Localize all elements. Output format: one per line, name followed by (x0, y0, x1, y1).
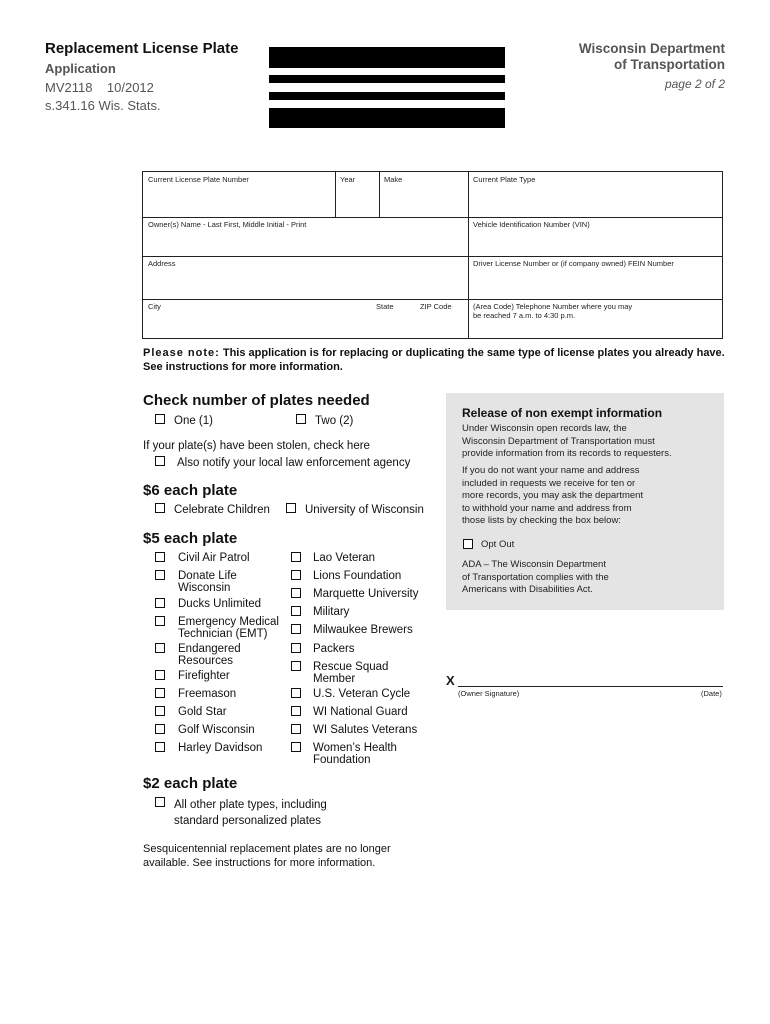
all-other-plates-label (174, 797, 327, 829)
plate-option-checkbox[interactable] (155, 598, 165, 608)
celebrate-children-checkbox[interactable] (155, 503, 165, 513)
plate-option-label: WI Salutes Veterans (313, 724, 418, 736)
plate-option-checkbox[interactable] (155, 688, 165, 698)
release-line: those lists by checking the box below: (462, 515, 621, 526)
opt-out-label: Opt Out (481, 539, 515, 550)
plate-option-checkbox[interactable] (291, 742, 301, 752)
plate-option-label: U.S. Veteran Cycle (313, 688, 411, 700)
form-number: MV2118 10/2012 (45, 80, 154, 95)
plate-option-label: Ducks Unlimited (178, 598, 262, 610)
signature-line[interactable] (458, 686, 723, 687)
two-dollar-heading: $2 each plate (143, 775, 238, 792)
statute-reference: s.341.16 Wis. Stats. (45, 98, 161, 113)
current-plate-type-label: Current Plate Type (473, 175, 536, 184)
driver-license-field[interactable] (468, 256, 722, 299)
release-line: Under Wisconsin open records law, the (462, 423, 627, 434)
city-label: City (148, 302, 161, 311)
plate-option-checkbox[interactable] (291, 588, 301, 598)
plate-option-label: Milwaukee Brewers (313, 624, 413, 636)
release-title: Release of non exempt information (462, 406, 663, 420)
two-plates-label: Two (2) (315, 415, 354, 427)
note-lead: Please note: (143, 347, 220, 359)
year-field[interactable] (335, 172, 379, 217)
barcode-bar (269, 47, 505, 68)
barcode-bar (269, 108, 505, 128)
current-plate-number-label: Current License Plate Number (148, 175, 249, 184)
sesquicentennial-line-2: available. See instructions for more information. (143, 857, 376, 869)
plate-option-checkbox[interactable] (291, 724, 301, 734)
plate-option-checkbox[interactable] (291, 688, 301, 698)
plate-option-label (178, 570, 237, 594)
note-text: This application is for replacing or duplicating the same type of license plates you already have. See instructions for more information. (143, 347, 725, 373)
plate-option-label: Gold Star (178, 706, 227, 718)
plate-option-line: Emergency Medical (178, 616, 279, 628)
plate-option-line: Donate Life (178, 570, 237, 582)
plate-option-checkbox[interactable] (291, 606, 301, 616)
stolen-plates-text: If your plate(s) have been stolen, check here (143, 440, 370, 452)
plate-option-checkbox[interactable] (155, 706, 165, 716)
form-subtitle: Application (45, 61, 116, 76)
release-info-panel (446, 393, 724, 610)
current-plate-number-field[interactable] (143, 172, 335, 217)
form-title: Replacement License Plate (45, 40, 239, 57)
plate-option-checkbox[interactable] (155, 742, 165, 752)
plate-option-label: Harley Davidson (178, 742, 263, 754)
plate-option-label: WI National Guard (313, 706, 408, 718)
sesquicentennial-line-1: Sesquicentennial replacement plates are no longer (143, 843, 391, 855)
ada-line: ADA – The Wisconsin Department (462, 559, 606, 570)
plate-option-label: Firefighter (178, 670, 230, 682)
release-line: to withhold your name and address from (462, 502, 632, 514)
address-field[interactable] (143, 256, 468, 299)
one-plate-checkbox[interactable] (155, 414, 165, 424)
make-label: Make (384, 175, 403, 184)
current-plate-type-field[interactable] (468, 172, 722, 217)
city-field[interactable] (143, 299, 363, 338)
ada-line: of Transportation complies with the (462, 571, 609, 583)
all-other-plates-line-2: standard personalized plates (174, 815, 322, 827)
six-dollar-heading: $6 each plate (143, 482, 238, 499)
state-label: State (376, 302, 394, 311)
plate-option-label (313, 742, 397, 766)
driver-license-label: Driver License Number or (if company owned) FEIN Number (473, 259, 674, 268)
department-name (579, 41, 725, 73)
year-label: Year (340, 175, 356, 184)
plate-option-line: Technician (EMT) (178, 628, 268, 640)
all-other-plates-checkbox[interactable] (155, 797, 165, 807)
owner-name-label: Owner(s) Name - Last First, Middle Initial - Print (148, 220, 307, 229)
sesquicentennial-note (143, 842, 391, 870)
all-other-plates-line-1: All other plate types, including (174, 799, 327, 811)
owner-name-field[interactable] (143, 217, 468, 256)
plate-option-checkbox[interactable] (155, 552, 165, 562)
plate-option-label: Golf Wisconsin (178, 724, 255, 736)
address-label: Address (148, 259, 176, 268)
two-plates-checkbox[interactable] (296, 414, 306, 424)
plate-option-checkbox[interactable] (291, 624, 301, 634)
date-label: (Date) (701, 689, 722, 698)
department-line-1: Wisconsin Department (578, 41, 725, 56)
one-plate-label: One (1) (174, 415, 213, 427)
plate-option-line: Resources (178, 655, 233, 667)
release-line: Wisconsin Department of Transportation must (462, 435, 655, 447)
release-paragraph-2 (462, 465, 712, 528)
plate-option-checkbox[interactable] (291, 706, 301, 716)
zip-field[interactable] (415, 299, 468, 338)
plate-option-label (313, 661, 388, 685)
plate-option-line: Member (313, 673, 356, 685)
plates-needed-heading: Check number of plates needed (143, 392, 370, 409)
opt-out-checkbox[interactable] (463, 539, 473, 549)
ada-line: Americans with Disabilities Act. (462, 584, 593, 595)
plate-option-checkbox[interactable] (291, 643, 301, 653)
phone-label-line-2: be reached 7 a.m. to 4:30 p.m. (473, 311, 576, 320)
plate-option-checkbox[interactable] (291, 570, 301, 580)
plate-option-label (178, 643, 241, 667)
release-line: more records, you may ask the department (462, 490, 644, 501)
barcode-bar (269, 75, 505, 83)
university-of-wisconsin-label: University of Wisconsin (305, 504, 424, 516)
state-field[interactable] (371, 299, 416, 338)
plate-option-line: Women’s Health (313, 742, 397, 754)
plate-option-label: Civil Air Patrol (178, 552, 250, 564)
vin-label: Vehicle Identification Number (VIN) (473, 220, 590, 229)
release-line: provide information from its records to requesters. (462, 448, 672, 459)
plate-option-checkbox[interactable] (155, 616, 165, 626)
make-field[interactable] (379, 172, 468, 217)
stolen-notify-checkbox[interactable] (155, 456, 165, 466)
five-dollar-heading: $5 each plate (143, 530, 238, 547)
plate-option-label: Packers (313, 643, 355, 655)
vin-field[interactable] (468, 217, 722, 256)
plate-option-label: Military (313, 606, 350, 618)
ada-statement (462, 559, 712, 597)
plate-option-line: Foundation (313, 754, 371, 766)
owner-signature-label: (Owner Signature) (458, 689, 520, 698)
plate-option-label (178, 616, 279, 640)
plate-option-line: Rescue Squad (313, 661, 389, 673)
plate-option-line: Wisconsin (178, 582, 231, 594)
university-of-wisconsin-checkbox[interactable] (286, 503, 296, 513)
zip-label: ZIP Code (420, 302, 452, 311)
signature-x-mark: X (446, 673, 455, 688)
release-line: If you do not want your name and address (462, 465, 640, 476)
plate-option-checkbox[interactable] (291, 661, 301, 671)
plate-option-checkbox[interactable] (155, 724, 165, 734)
release-paragraph-1 (462, 423, 712, 461)
plate-option-checkbox[interactable] (155, 643, 165, 653)
department-line-2: of Transportation (614, 57, 725, 72)
release-line: included in requests we receive for ten or (462, 477, 636, 489)
plate-option-checkbox[interactable] (291, 552, 301, 562)
stolen-notify-label: Also notify your local law enforcement agency (177, 457, 411, 469)
barcode-bar (269, 92, 505, 100)
celebrate-children-label: Celebrate Children (174, 504, 270, 516)
phone-field[interactable] (468, 299, 722, 338)
phone-label-line-1: (Area Code) Telephone Number where you may (473, 302, 633, 311)
plate-option-label: Marquette University (313, 588, 419, 600)
plate-option-label: Freemason (178, 688, 237, 700)
please-note (143, 346, 733, 374)
plate-option-label: Lao Veteran (313, 552, 376, 564)
plate-option-checkbox[interactable] (155, 670, 165, 680)
vehicle-owner-info-table (142, 171, 723, 339)
page-indicator: page 2 of 2 (664, 77, 725, 91)
plate-option-label: Lions Foundation (313, 570, 402, 582)
plate-option-line: Endangered (178, 643, 241, 655)
plate-option-checkbox[interactable] (155, 570, 165, 580)
